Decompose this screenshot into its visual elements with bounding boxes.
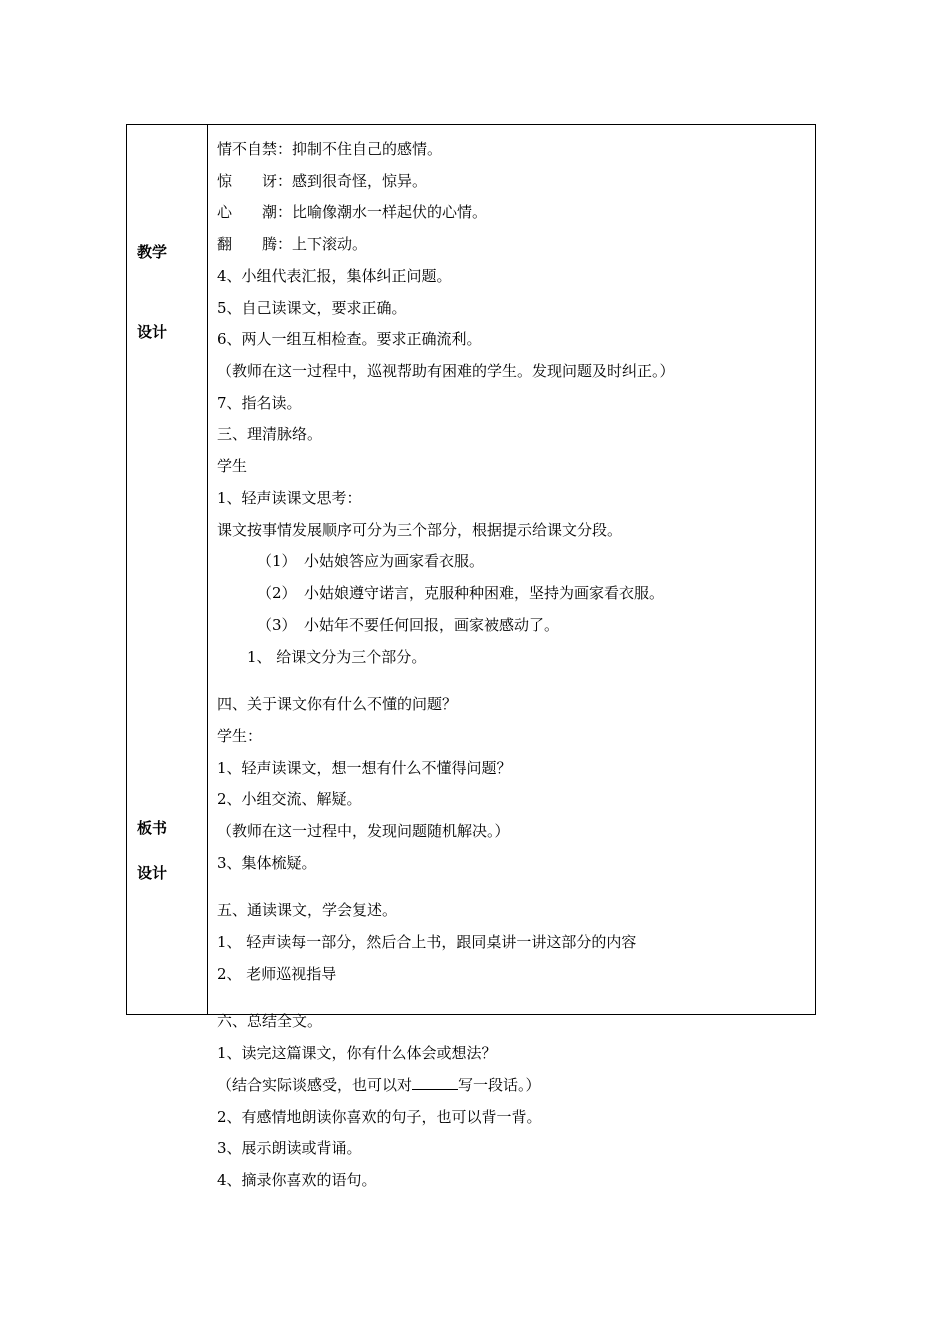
label-teaching-1: 教学 [137, 243, 168, 261]
text-line: 惊 讶：感到很奇怪，惊异。 [217, 172, 428, 190]
text-line: 1、 给课文分为三个部分。 [247, 648, 427, 666]
text-line: 1、轻声读课文，想一想有什么不懂得问题？ [217, 759, 512, 777]
text-line: （1） 小姑娘答应为画家看衣服。 [257, 552, 485, 570]
text-line: 情不自禁：抑制不住自己的感情。 [217, 140, 443, 158]
text-line: 7、指名读。 [217, 394, 302, 412]
text-line: 3、展示朗读或背诵。 [217, 1139, 362, 1157]
text-line: 学生 [217, 457, 248, 475]
text-line: 6、两人一组互相检查。要求正确流利。 [217, 330, 482, 348]
text-line: 翻 腾：上下滚动。 [217, 235, 368, 253]
section-heading: 四、关于课文你有什么不懂的问题？ [217, 695, 458, 713]
text-line: 1、读完这篇课文，你有什么体会或想法？ [217, 1044, 497, 1062]
text-line: 2、有感情地朗读你喜欢的句子，也可以背一背。 [217, 1108, 542, 1126]
text-line: 2、小组交流、解疑。 [217, 790, 362, 808]
text-line: 课文按事情发展顺序可分为三个部分，根据提示给课文分段。 [217, 521, 623, 539]
text-line-with-blank [217, 1075, 541, 1095]
text-line: （2） 小姑娘遵守诺言，克服种种困难，坚持为画家看衣服。 [257, 584, 665, 602]
text-line: 心 潮：比喻像潮水一样起伏的心情。 [217, 203, 488, 221]
text-after-blank: 写一段话。） [458, 1076, 541, 1094]
text-line: 5、自己读课文，要求正确。 [217, 299, 407, 317]
text-line: 3、集体梳疑。 [217, 854, 317, 872]
text-line: 2、 老师巡视指导 [217, 965, 337, 983]
column-divider [207, 125, 208, 1014]
section-heading: 六、总结全文。 [217, 1012, 323, 1030]
lesson-plan-table [126, 124, 816, 1189]
text-line: 学生： [217, 727, 263, 745]
label-board-2: 设计 [137, 864, 168, 882]
text-line: 1、轻声读课文思考： [217, 489, 362, 507]
text-line: （3） 小姑年不要任何回报，画家被感动了。 [257, 616, 560, 634]
label-teaching-2: 设计 [137, 323, 168, 341]
section-heading: 三、理清脉络。 [217, 425, 323, 443]
text-line: 4、摘录你喜欢的语句。 [217, 1171, 377, 1189]
text-line: 4、小组代表汇报，集体纠正问题。 [217, 267, 452, 285]
text-line: 1、 轻声读每一部分，然后合上书，跟同桌讲一讲这部分的内容 [217, 933, 637, 951]
text-line: （教师在这一过程中，巡视帮助有困难的学生。发现问题及时纠正。） [217, 362, 675, 380]
text-line: （教师在这一过程中，发现问题随机解决。） [217, 822, 510, 840]
label-board-1: 板书 [137, 819, 168, 837]
fill-in-blank [412, 1075, 458, 1090]
section-heading: 五、通读课文，学会复述。 [217, 901, 398, 919]
text-before-blank: （结合实际谈感受，也可以对 [217, 1076, 413, 1094]
